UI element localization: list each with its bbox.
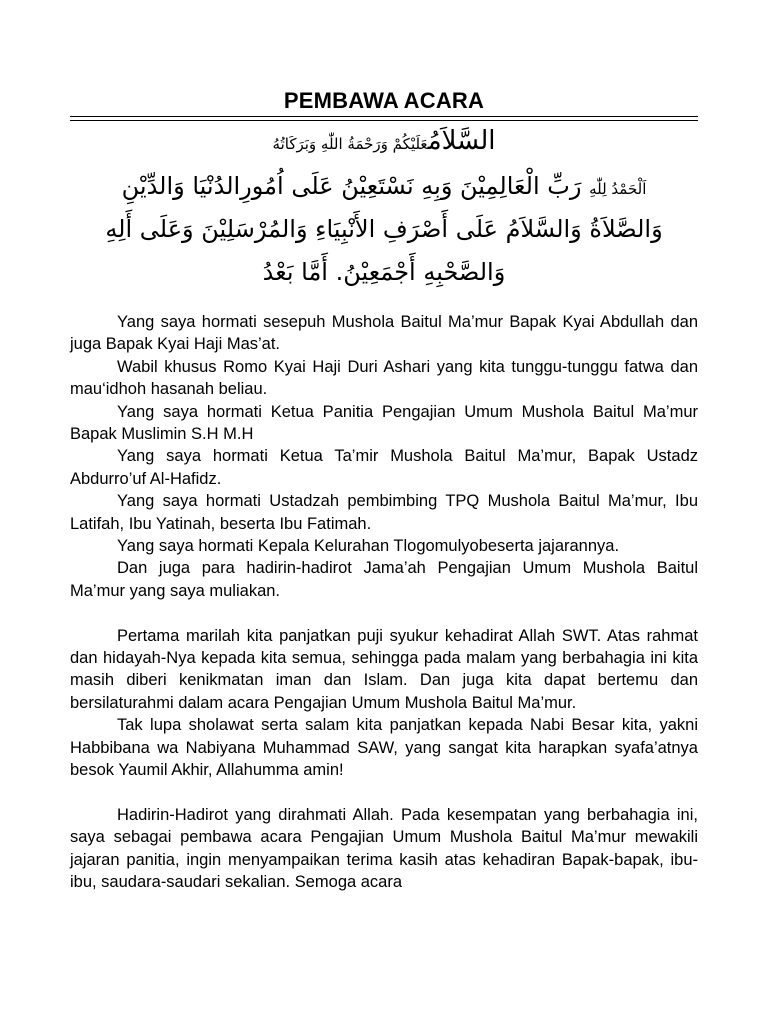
page-title: PEMBAWA ACARA [283, 88, 485, 113]
arabic-line-2-prefix: اَلْحَمْدُ لِلّٰهِ [589, 180, 647, 198]
paragraph: Yang saya hormati sesepuh Mushola Baitul Ma’mur Bapak Kyai Abdullah dan juga Bapak Kyai Haji Mas’at. [70, 313, 698, 354]
paragraph: Yang saya hormati Ustadzah pembimbing TPQ Mushola Baitul Ma’mur, Ibu Latifah, Ibu Yatinah, beserta Ibu Fatimah. [70, 492, 698, 533]
paragraph: Dan juga para hadirin-hadirot Jama’ah Pengajian Umum Mushola Baitul Ma’mur yang saya muliakan. [70, 559, 698, 600]
paragraph: Yang saya hormati Kepala Kelurahan Tlogomulyobeserta jajarannya. [117, 537, 620, 556]
paragraph: Pertama marilah kita panjatkan puji syukur kehadirat Allah SWT. Atas rahmat dan hidayah-Nya kepada kita semua, sehingga pada malam yang berbahagia ini kita masih diberi kenikmatan iman dan Islam. Dan juga kita dapat bertemu dan bersilaturahmi dalam acara Pengajian Umum Mushola Baitul Ma’mur. [70, 626, 698, 712]
arabic-line-3: وَالصَّلاَةُ وَالسَّلاَمُ عَلَى أَصْرَفِ الأَنْبِيَاءِ وَالمُرْسَلِيْنَ وَعَلَى أَلِهِ [105, 215, 663, 243]
paragraph-spacer [70, 782, 698, 804]
paragraph: Yang saya hormati Ketua Panitia Pengajian Umum Mushola Baitul Ma’mur Bapak Muslimin S.H M.H [70, 402, 698, 444]
paragraph: Wabil khusus Romo Kyai Haji Duri Ashari yang kita tunggu-tunggu fatwa dan mau‘idhoh hasanah beliau. [70, 357, 698, 399]
document-body [70, 311, 698, 894]
arabic-salam-rest: عَلَيْكُمْ وَرَحْمَةُ اللّٰهِ وَبَرَكَاتُهُ [272, 135, 428, 153]
arabic-salam-main: السَّلاَمُ [427, 126, 496, 156]
arabic-line-2-rest: رَبِّ الْعَالِمِيْنَ وَبِهِ نَسْتَعِيْنُ عَلَى اُمُورِالدُنْيَا وَالدِّيْنِ [121, 172, 582, 200]
paragraph: Yang saya hormati Ketua Ta’mir Mushola Baitul Ma’mur, Bapak Ustadz Abdurro’uf Al-Hafidz. [70, 447, 698, 488]
arabic-line-2 [70, 172, 698, 200]
title-underline-bottom [70, 120, 698, 121]
title-underline-top [70, 116, 698, 117]
paragraph: Hadirin-Hadirot yang dirahmati Allah. Pada kesempatan yang berbahagia ini, saya sebagai pembawa acara Pengajian Umum Mushola Baitul Ma’mur mewakili jajaran panitia, ingin menyampaikan terima kasih atas kehadiran Bapak-bapak, ibu-ibu, saudara-saudari sekalian. Semoga acara [70, 805, 698, 892]
paragraph-spacer [70, 602, 698, 624]
arabic-salam-line [70, 126, 698, 156]
paragraph: Tak lupa sholawat serta salam kita panjatkan kepada Nabi Besar kita, yakni Habbibana wa Nabiyana Muhammad SAW, yang sangat kita harapkan syafa’atnya besok Yaumil Akhir, Allahumma amin! [70, 716, 698, 780]
arabic-line-4: وَالصَّحْبِهِ أَجْمَعِيْنُ. أَمَّا بَعْدُ [262, 258, 506, 286]
